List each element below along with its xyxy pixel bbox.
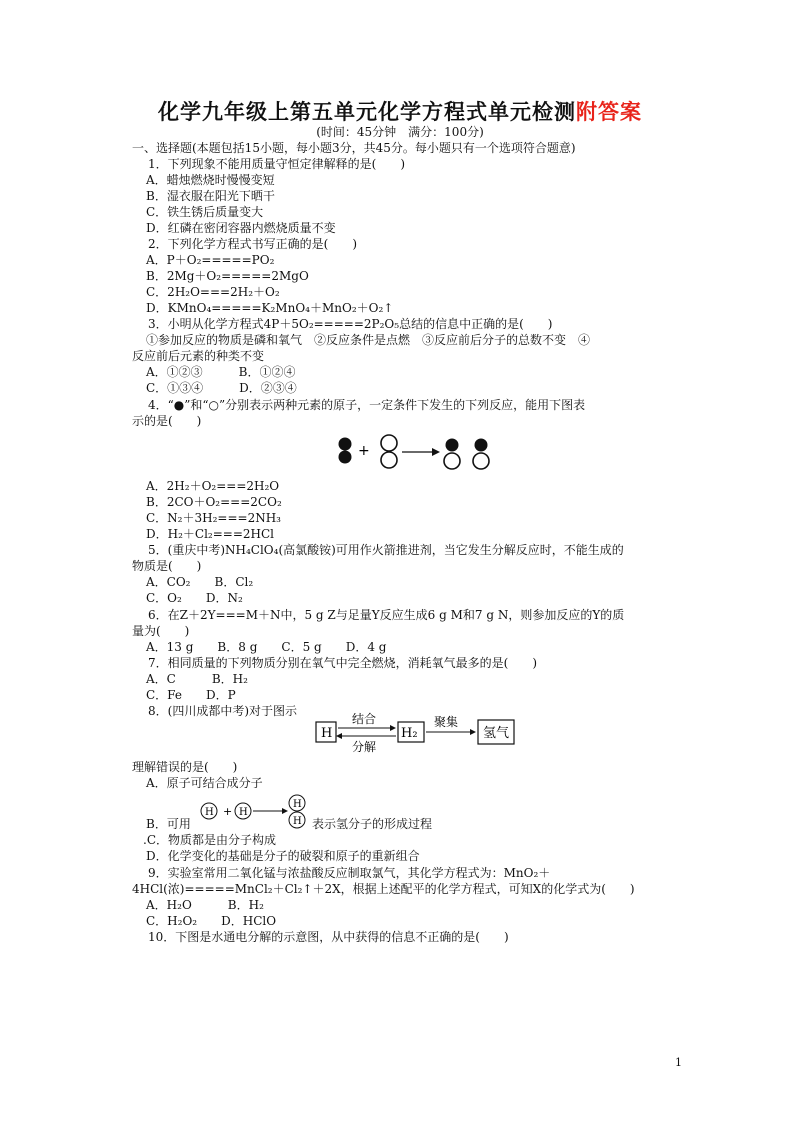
q3-stem: 3．小明从化学方程式4P＋5O₂=====2P₂O₅总结的信息中正确的是( )	[148, 317, 553, 331]
svg-text:+: +	[223, 805, 233, 818]
arrow-gather-label: 聚集	[434, 715, 459, 729]
q4-stem-line2: 示的是( )	[132, 414, 202, 428]
box-h-label: H	[321, 726, 333, 741]
q4-option-c: C．N₂＋3H₂===2NH₃	[146, 511, 281, 525]
q2-stem: 2．下列化学方程式书写正确的是( )	[148, 237, 357, 251]
q7-options-cd: C．Fe D．P	[146, 688, 236, 702]
box-gas-label: 氢气	[483, 726, 510, 741]
q4-reaction-diagram	[332, 432, 502, 474]
q4-stem-line1: 4．“●”和“○”分别表示两种元素的原子，一定条件下发生的下列反应，能用下图表	[148, 398, 586, 412]
subtitle: (时间：45分钟 满分：100分)	[316, 125, 484, 139]
q7-options-ab: A．C B．H₂	[146, 672, 248, 686]
q5-options-ab: A．CO₂ B．Cl₂	[146, 575, 254, 589]
section-heading: 一、选择题(本题包括15小题，每小题3分，共45分。每小题只有一个选项符合题意)	[132, 141, 576, 155]
q8-option-d: D．化学变化的基础是分子的破裂和原子的重新组合	[146, 849, 420, 863]
q6-options: A．13 g B．8 g C．5 g D．4 g	[146, 640, 387, 654]
q8-option-b-suffix: 表示氢分子的形成过程	[312, 817, 433, 831]
arrow-split-label: 分解	[352, 740, 377, 754]
atom-label-4: H	[293, 816, 302, 827]
atom-label-1: H	[205, 807, 214, 818]
q1-option-d: D．红磷在密闭容器内燃烧质量不变	[146, 221, 336, 235]
q2-option-c: C．2H₂O===2H₂＋O₂	[146, 285, 280, 299]
q8-stem: 8．(四川成都中考)对于图示	[148, 704, 297, 718]
box-h2-label: H₂	[401, 726, 418, 741]
q2-option-d: D．KMnO₄=====K₂MnO₄＋MnO₂＋O₂↑	[146, 301, 394, 315]
q4-option-d: D．H₂＋Cl₂===2HCl	[146, 527, 275, 541]
page-number: 1	[675, 1056, 682, 1069]
q6-stem-line2: 量为( )	[132, 624, 190, 638]
q3-options-ab: A．①②③ B．①②④	[146, 365, 296, 379]
q1-option-c: C．铁生锈后质量变大	[146, 205, 264, 219]
q9-stem-line2: 4HCl(浓)=====MnCl₂＋Cl₂↑＋2X，根据上述配平的化学方程式，可知X的化学式为( )	[132, 882, 635, 896]
q9-options-ab: A．H₂O B．H₂	[146, 898, 264, 912]
q1-option-a: A．蜡烛燃烧时慢慢变短	[146, 173, 275, 187]
q5-stem-line2: 物质是( )	[132, 559, 202, 573]
q3-options-cd: C．①③④ D．②③④	[146, 381, 297, 395]
q2-option-b: B．2Mg＋O₂=====2MgO	[146, 269, 309, 283]
arrow-combine-label: 结合	[352, 712, 377, 726]
q1-stem: 1．下列现象不能用质量守恒定律解释的是( )	[148, 157, 405, 171]
q8-option-a: A．原子可结合成分子	[146, 776, 263, 790]
q1-option-b: B．湿衣服在阳光下晒干	[146, 189, 275, 203]
q9-stem-line1: 9．实验室常用二氧化锰与浓盐酸反应制取氯气，其化学方程式为：MnO₂＋	[148, 866, 551, 880]
q4-option-a: A．2H₂＋O₂===2H₂O	[146, 479, 280, 493]
q10-stem: 10．下图是水通电分解的示意图，从中获得的信息不正确的是( )	[148, 930, 509, 944]
q5-stem-line1: 5．(重庆中考)NH₄ClO₄(高氯酸铵)可用作火箭推进剂，当它发生分解反应时，不能生成的	[148, 543, 624, 557]
q8-after-text: 理解错误的是( )	[132, 760, 238, 774]
q6-stem-line1: 6．在Z＋2Y===M＋N中，5 g Z与足量Y反应生成6 g M和7 g N，则参加反应的Y的质	[148, 608, 625, 622]
q9-options-cd: C．H₂O₂ D．HClO	[146, 914, 277, 928]
atom-label-3: H	[293, 799, 302, 810]
q7-stem: 7．相同质量的下列物质分别在氧气中完全燃烧，消耗氧气最多的是( )	[148, 656, 538, 670]
q5-options-cd: C．O₂ D．N₂	[146, 591, 243, 605]
q8-option-c: .C．物质都是由分子构成	[143, 833, 276, 847]
svg-text:+: +	[358, 443, 370, 459]
atom-label-2: H	[239, 807, 248, 818]
q8-hydrogen-flow-diagram	[312, 712, 522, 756]
q2-option-a: A．P＋O₂=====PO₂	[146, 253, 275, 267]
page-title: 化学九年级上第五单元化学方程式单元检测附答案	[158, 100, 642, 124]
q3-line2: 反应前后元素的种类不变	[132, 349, 265, 363]
q8-option-b-prefix: B．可用	[146, 817, 191, 831]
q8-atom-diagram	[196, 790, 316, 834]
q3-line1: ①参加反应的物质是磷和氧气 ②反应条件是点燃 ③反应前后分子的总数不变 ④	[146, 333, 591, 347]
q4-option-b: B．2CO＋O₂===2CO₂	[146, 495, 282, 509]
